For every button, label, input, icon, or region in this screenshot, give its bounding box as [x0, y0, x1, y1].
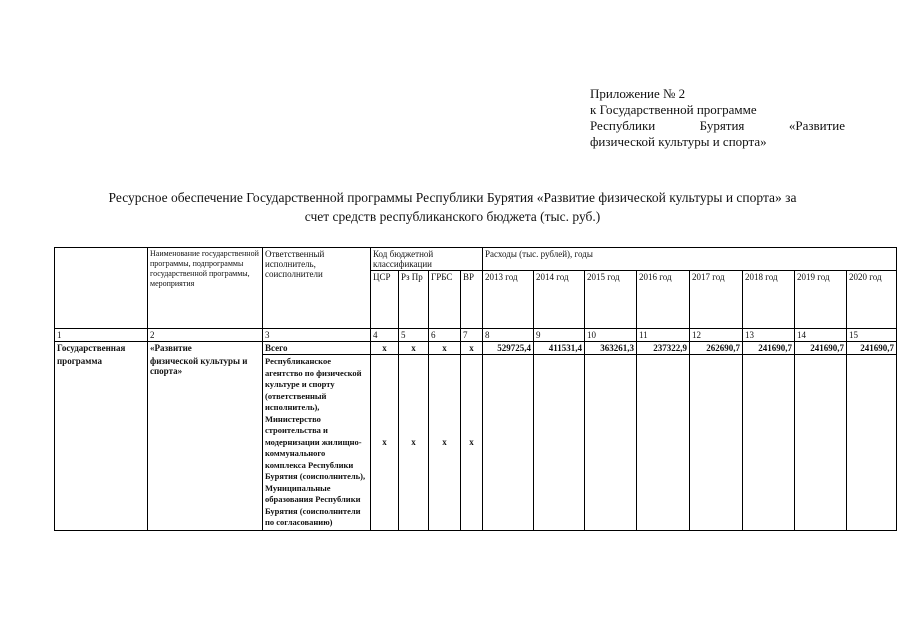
exec-code-vr: х: [461, 355, 483, 531]
program-type-label-cont: программа: [55, 355, 148, 531]
header-expenses: Расходы (тыс. рублей), годы: [483, 248, 897, 271]
header-executor: Ответственный исполнитель, соисполнители: [263, 248, 371, 329]
header-budget-code: Код бюджетной классификации: [371, 248, 483, 271]
exec-value-2019: [795, 355, 847, 531]
header-year-2020: 2020 год: [847, 271, 897, 329]
col-number-5: 5: [399, 329, 429, 342]
header-code-rzpr: Рз Пр: [399, 271, 429, 329]
total-row: [55, 342, 897, 355]
total-code-grbs: х: [429, 342, 461, 355]
header-year-2018: 2018 год: [743, 271, 795, 329]
total-value-2014: 411531,4: [534, 342, 585, 355]
appendix-word-development: «Развитие: [788, 118, 846, 133]
executor-list: Республиканское агентство по физической культуре и спорту (ответственный исполнитель), Министерство строительства и модернизации жилищно-коммунального комплекса Республики Бурятия (соисполнитель), Муниципальные образования Республики Бурятия (соисполнители по согласованию): [263, 355, 371, 531]
header-row: [55, 248, 897, 271]
exec-value-2015: [585, 355, 637, 531]
header-name: Наименование государственной программы, подпрограммы государственной программы, мероприятия: [148, 248, 263, 329]
exec-value-2017: [690, 355, 743, 531]
col-number-11: 11: [637, 329, 690, 342]
total-value-2017: 262690,7: [690, 342, 743, 355]
appendix-line-1: Приложение № 2: [590, 86, 686, 101]
col-number-3: 3: [263, 329, 371, 342]
col-number-15: 15: [847, 329, 897, 342]
header-year-2017: 2017 год: [690, 271, 743, 329]
appendix-block: [590, 86, 845, 150]
col-number-13: 13: [743, 329, 795, 342]
total-value-2018: 241690,7: [743, 342, 795, 355]
appendix-line-3: [590, 118, 845, 134]
col-number-4: 4: [371, 329, 399, 342]
title-line-1: Ресурсное обеспечение Государственной программы Республики Бурятия «Развитие физической культуры и спорта» за: [108, 190, 797, 205]
exec-value-2020: [847, 355, 897, 531]
col-number-7: 7: [461, 329, 483, 342]
exec-value-2013: [483, 355, 534, 531]
total-code-csr: х: [371, 342, 399, 355]
exec-value-2018: [743, 355, 795, 531]
executor-row: [55, 355, 897, 531]
header-year-2013: 2013 год: [483, 271, 534, 329]
total-value-2020: 241690,7: [847, 342, 897, 355]
col-number-8: 8: [483, 329, 534, 342]
total-value-2015: 363261,3: [585, 342, 637, 355]
exec-code-rzpr: х: [399, 355, 429, 531]
total-value-2019: 241690,7: [795, 342, 847, 355]
total-value-2013: 529725,4: [483, 342, 534, 355]
title-line-2: счет средств республиканского бюджета (тыс. руб.): [304, 209, 601, 224]
document-title: [40, 188, 865, 226]
exec-value-2016: [637, 355, 690, 531]
total-value-2016: 237322,9: [637, 342, 690, 355]
header-year-2019: 2019 год: [795, 271, 847, 329]
header-code-vr: ВР: [461, 271, 483, 329]
appendix-line-2: к Государственной программе: [590, 102, 757, 117]
program-type-label: Государственная: [55, 342, 148, 355]
header-year-2014: 2014 год: [534, 271, 585, 329]
col-number-10: 10: [585, 329, 637, 342]
header-empty-cell: [55, 248, 148, 329]
exec-value-2014: [534, 355, 585, 531]
appendix-word-buryatia: Бурятия: [699, 118, 745, 133]
col-number-6: 6: [429, 329, 461, 342]
resource-table: [54, 247, 897, 531]
program-name-cont: физической культуры и спорта»: [148, 355, 263, 531]
header-code-grbs: ГРБС: [429, 271, 461, 329]
exec-code-grbs: х: [429, 355, 461, 531]
program-name-start: «Развитие: [148, 342, 263, 355]
col-number-2: 2: [148, 329, 263, 342]
executor-total-label: Всего: [263, 342, 371, 355]
column-number-row: [55, 329, 897, 342]
col-number-1: 1: [55, 329, 148, 342]
appendix-word-republic: Республики: [590, 118, 656, 133]
header-year-2015: 2015 год: [585, 271, 637, 329]
col-number-14: 14: [795, 329, 847, 342]
appendix-line-4: физической культуры и спорта»: [590, 134, 767, 149]
total-code-vr: х: [461, 342, 483, 355]
header-year-2016: 2016 год: [637, 271, 690, 329]
total-code-rzpr: х: [399, 342, 429, 355]
exec-code-csr: х: [371, 355, 399, 531]
col-number-9: 9: [534, 329, 585, 342]
header-code-csr: ЦСР: [371, 271, 399, 329]
col-number-12: 12: [690, 329, 743, 342]
